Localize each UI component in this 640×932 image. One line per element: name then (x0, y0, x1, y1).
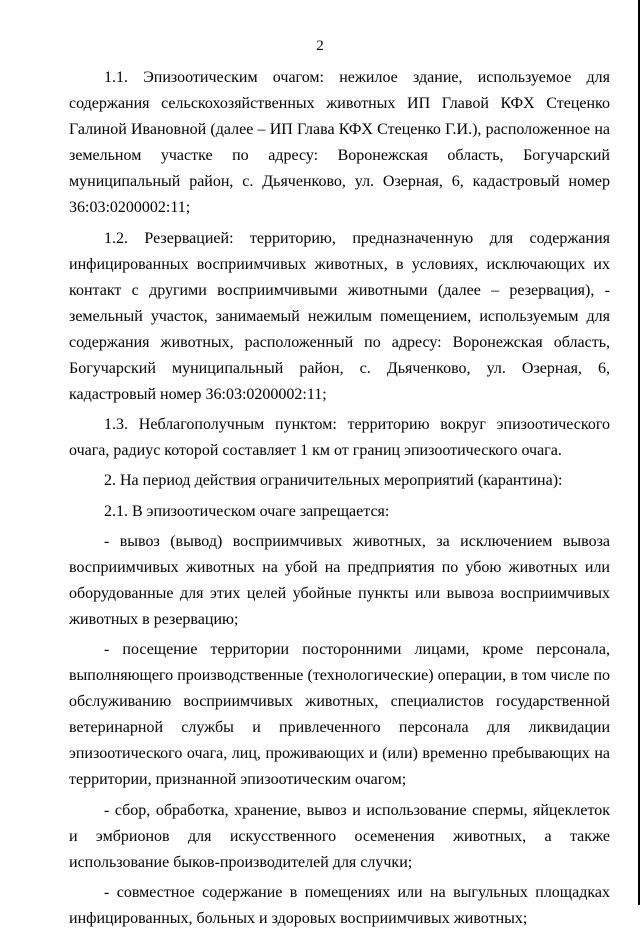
paragraph-1-3: 1.3. Неблагополучным пунктом: территорию вокруг эпизоотического очага, радиус которой составляет 1 км от границ эпизоотического очага. (69, 416, 610, 460)
paragraph-1-2: 1.2. Резервацией: территорию, предназначенную для содержания инфицированных восприимчивых животных, в условиях, исключающих их контакт с другими восприимчивыми животными (далее – резервация), - земельный участок, занимаемый нежилым помещением, используемым для содержания животных, расположенный по адресу: Воронежская область, Богучарский муниципальный район, с. Дьяченково, ул. Озерная, 6, кадастровый номер 36:03:0200002:11; (69, 229, 610, 404)
paragraph-1-1: 1.1. Эпизоотическим очагом: нежилое здание, используемое для содержания сельскохозяйственных животных ИП Главой КФХ Стеценко Галиной Ивановной (далее – ИП Глава КФХ Стеценко Г.И.), расположенное на земельном участке по адресу: Воронежская область, Богучарский муниципальный район, с. Дьяченково, ул. Озерная, 6, кадастровый номер 36:03:0200002:11; (69, 69, 610, 217)
list-item-joint-keeping-ban: - совместное содержание в помещениях или на выгульных площадках инфицированных, больных и здоровых восприимчивых животных; (69, 883, 610, 927)
page-number: 2 (316, 38, 324, 54)
list-item-removal-ban: - вывоз (вывод) восприимчивых животных, за исключением вывоза восприимчивых животных на убой на предприятия по убою животных или оборудованные для этих целей убойные пункты или вывоза восприимчивых животных в резервацию; (69, 532, 610, 628)
paragraph-2: 2. На период действия ограничительных мероприятий (карантина): (104, 472, 563, 490)
paragraph-2-1: 2.1. В эпизоотическом очаге запрещается: (104, 502, 390, 520)
list-item-breeding-ban: - сбор, обработка, хранение, вывоз и использование спермы, яйцеклеток и эмбрионов для искусственного осеменения животных, а также использование быков-производителей для случки; (69, 801, 610, 871)
document-body (69, 65, 610, 932)
list-item-visit-ban: - посещение территории посторонними лицами, кроме персонала, выполняющего производственные (технологические) операции, в том числе по обслуживанию восприимчивых животных, специалистов государственной ветеринарной службы и привлеченного персонала для ликвидации эпизоотического очага, лиц, проживающих и (или) временно пребывающих на территории, признанной эпизоотическим очагом; (69, 640, 610, 789)
